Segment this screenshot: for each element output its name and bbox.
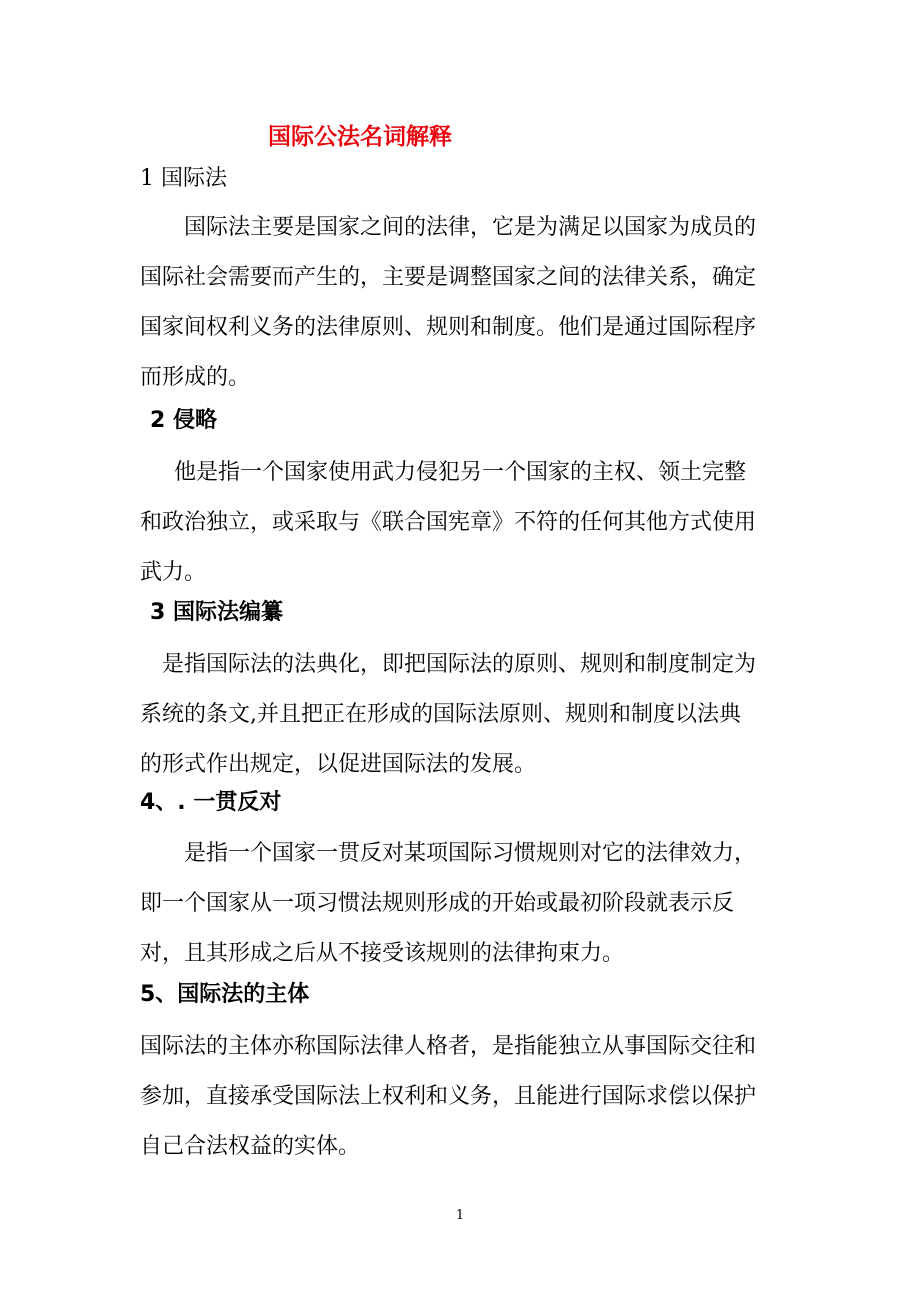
section-heading-5: 5、国际法的主体: [140, 982, 310, 1007]
body-line: 和政治独立，或采取与《联合国宪章》不符的任何其他方式使用: [140, 510, 757, 535]
section-heading-4: 4、. 一贯反对: [140, 790, 282, 815]
section-body-1: [140, 203, 800, 403]
body-line: 参加，直接承受国际法上权利和义务，且能进行国际求偿以保护: [140, 1084, 757, 1109]
body-line: 对，且其形成之后从不接受该规则的法律拘束力。: [140, 941, 625, 966]
body-line: 的形式作出规定，以促进国际法的发展。: [140, 752, 537, 777]
body-line: 系统的条文,并且把正在形成的国际法原则、规则和制度以法典: [140, 702, 741, 727]
body-line: 武力。: [140, 560, 207, 585]
body-line: 自己合法权益的实体。: [140, 1134, 361, 1159]
section-body-4: [140, 829, 800, 979]
body-line: 是指一个国家一贯反对某项国际习惯规则对它的法律效力，: [184, 841, 757, 866]
page-number: 1: [455, 1208, 465, 1223]
section-body-3: [140, 640, 800, 790]
body-line: 而形成的。: [140, 365, 251, 390]
section-body-2: [140, 448, 800, 598]
section-body-5: [140, 1022, 800, 1172]
section-heading-1: 1 国际法: [140, 166, 227, 191]
body-line: 国际法主要是国家之间的法律，它是为满足以国家为成员的: [184, 215, 757, 240]
body-line: 国际法的主体亦称国际法律人格者，是指能独立从事国际交往和: [140, 1034, 757, 1059]
body-line: 他是指一个国家使用武力侵犯另一个国家的主权、领土完整: [174, 460, 747, 485]
body-line: 国家间权利义务的法律原则、规则和制度。他们是通过国际程序: [140, 315, 757, 340]
body-line: 国际社会需要而产生的，主要是调整国家之间的法律关系，确定: [140, 265, 757, 290]
body-line: 是指国际法的法典化，即把国际法的原则、规则和制度制定为: [162, 652, 757, 677]
section-heading-3: 3 国际法编纂: [150, 600, 283, 625]
document-title: 国际公法名词解释: [268, 124, 452, 150]
body-line: 即一个国家从一项习惯法规则形成的开始或最初阶段就表示反: [140, 891, 735, 916]
section-heading-2: 2 侵略: [150, 408, 217, 433]
